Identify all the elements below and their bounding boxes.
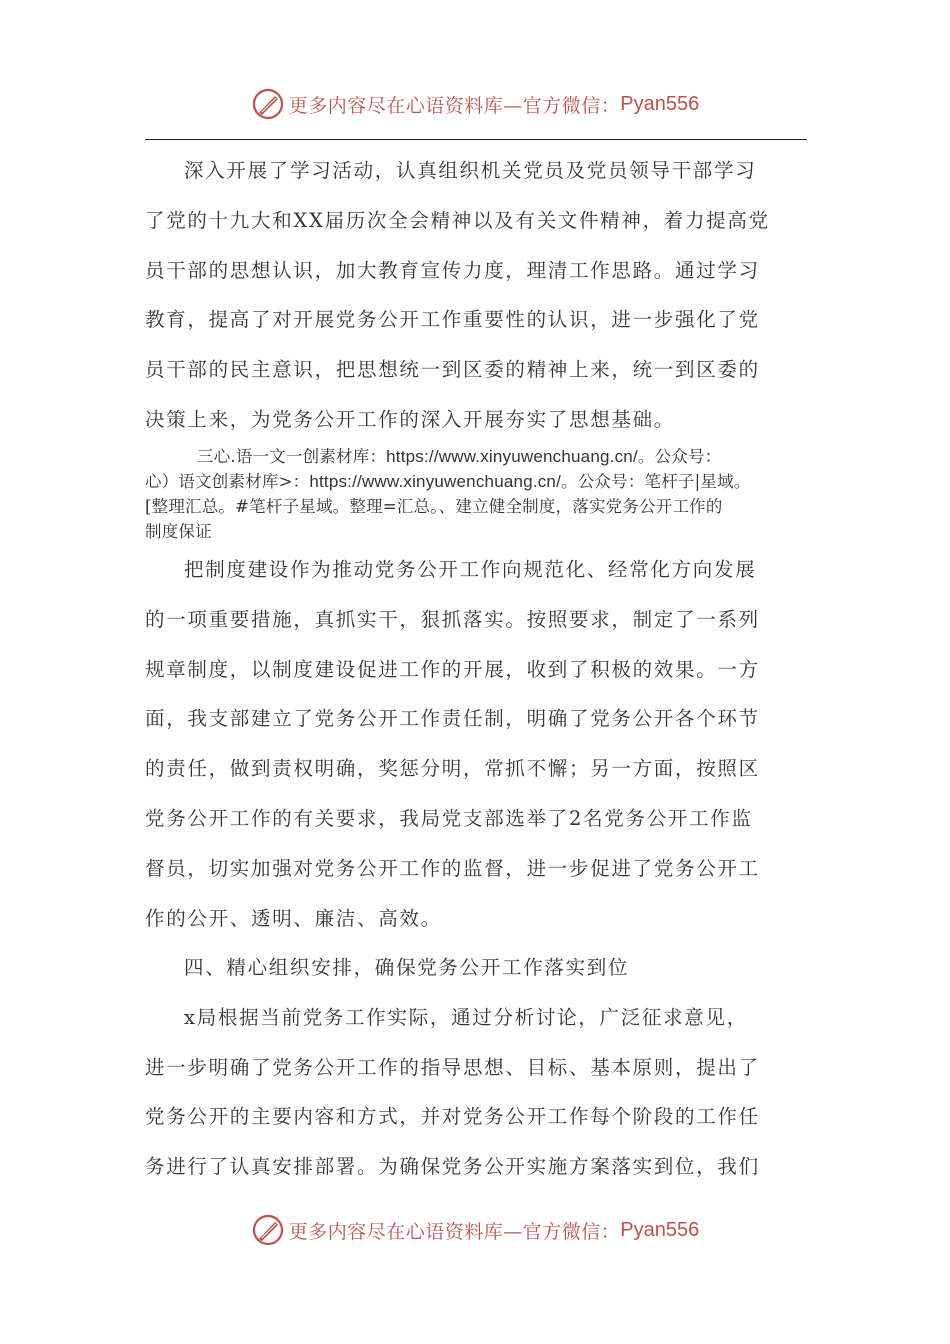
quill-logo-icon (251, 1213, 285, 1247)
paragraph-line: 规章制度，以制度建设促进工作的开展，收到了积极的效果。一方 (145, 657, 760, 681)
paragraph-line: x局根据当前党务工作实际，通过分析讨论，广泛征求意见， (184, 1005, 748, 1029)
source-url[interactable]: https://www.xinyuwenchuang.cn/ (386, 447, 638, 466)
watermark-line: 制度保证 (145, 522, 212, 541)
paragraph-line: 作的公开、透明、廉洁、高效。 (145, 906, 442, 930)
header-divider (145, 139, 807, 140)
paragraph-line: 教育，提高了对开展党务公开工作重要性的认识，进一步强化了党 (145, 308, 760, 332)
watermark-line: 心）语文创素材库>：https://www.xinyuwenchuang.cn/。公众号：笔杆子|星域。 (145, 472, 751, 491)
paragraph-line: 进一步明确了党务公开工作的指导思想、目标、基本原则，提出了 (145, 1055, 760, 1079)
paragraph-line: 督员，切实加强对党务公开工作的监督，进一步促进了党务公开工 (145, 856, 760, 880)
paragraph-line: 的一项重要措施，真抓实干，狠抓落实。按照要求，制定了一系列 (145, 607, 760, 631)
section-heading: 四、精心组织安排，确保党务公开工作落实到位 (184, 956, 630, 979)
paragraph-line: 面，我支部建立了党务公开工作责任制，明确了党务公开各个环节 (145, 707, 760, 731)
paragraph-line: 了党的十九大和XX届历次全会精神以及有关文件精神，着力提高党 (145, 208, 770, 232)
header-banner (0, 84, 950, 124)
footer-banner-text: 更多内容尽在心语资料库—官方微信： (288, 1220, 621, 1243)
paragraph-line: 党务公开的主要内容和方式，并对党务公开工作每个阶段的工作任 (145, 1105, 760, 1129)
watermark-text-block (145, 444, 813, 544)
paragraph-line: 务进行了认真安排部署。为确保党务公开实施方案落实到位，我们 (145, 1155, 760, 1179)
paragraph-line: 党务公开工作的有关要求，我局党支部选举了2名党务公开工作监 (145, 806, 753, 830)
footer-banner-wechat-id: Pyan556 (620, 1218, 700, 1241)
paragraph-line: 员干部的民主意识，把思想统一到区委的精神上来，统一到区委的 (145, 358, 760, 382)
paragraph-line: 员干部的思想认识，加大教育宣传力度，理清工作思路。通过学习 (145, 258, 760, 282)
watermark-line: [整理汇总。#笔杆子星域。整理=汇总。、建立健全制度，落实党务公开工作的 (145, 497, 723, 516)
paragraph-line: 的责任，做到责权明确，奖惩分明，常抓不懈；另一方面，按照区 (145, 757, 760, 781)
header-banner-wechat-id: Pyan556 (620, 92, 700, 115)
source-url[interactable]: https://www.xinyuwenchuang.cn/ (309, 472, 562, 491)
footer-banner (0, 1210, 950, 1250)
paragraph-line: 深入开展了学习活动，认真组织机关党员及党员领导干部学习 (184, 159, 757, 182)
paragraph-line: 把制度建设作为推动党务公开工作向规范化、经常化方向发展 (184, 558, 757, 581)
quill-logo-icon (251, 87, 285, 121)
section-study-activities (145, 146, 807, 445)
section-system-building (145, 545, 807, 943)
watermark-line: 三心.语一文一创素材库：https://www.xinyuwenchuang.cn/。公众号： (197, 447, 722, 466)
section-organization-arrangement (145, 943, 807, 1192)
header-banner-text: 更多内容尽在心语资料库—官方微信： (288, 94, 621, 117)
paragraph-line: 决策上来，为党务公开工作的深入开展夯实了思想基础。 (145, 407, 676, 431)
